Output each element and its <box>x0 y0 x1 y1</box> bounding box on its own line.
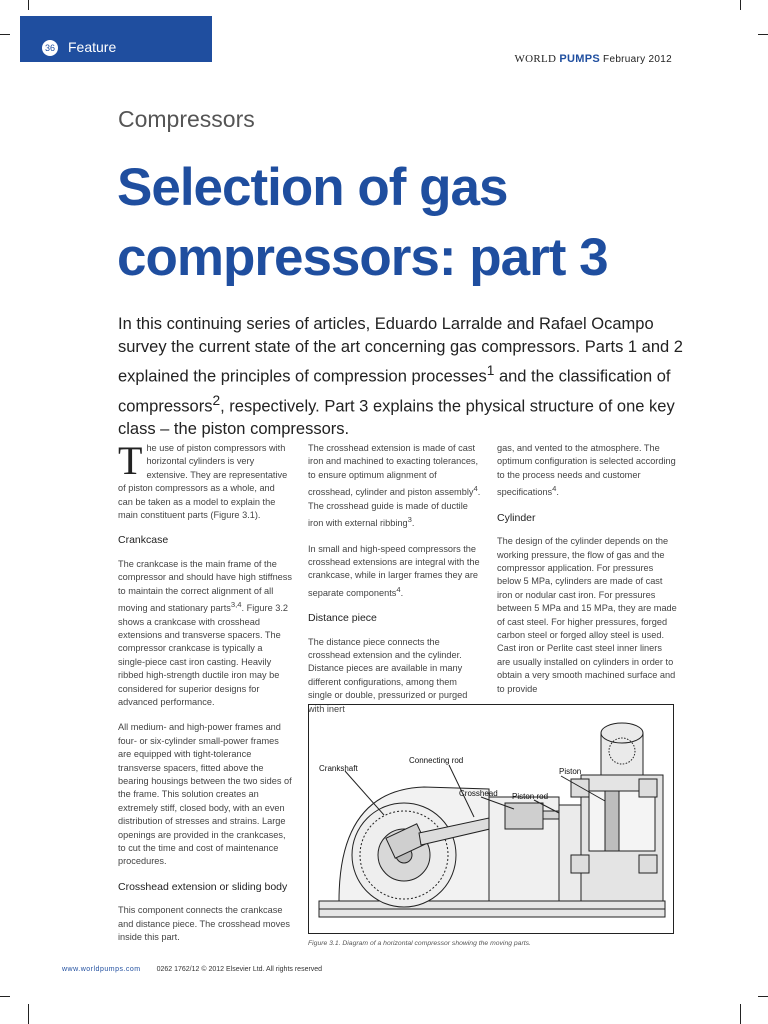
crop-mark <box>28 1004 29 1024</box>
paragraph <box>497 442 677 500</box>
body-column-3 <box>497 442 677 708</box>
subheading-distance-piece: Distance piece <box>308 612 377 625</box>
crop-mark <box>740 1004 741 1024</box>
crop-mark <box>0 34 10 35</box>
label-piston-rod: Piston rod <box>512 792 549 801</box>
issue-date: February 2012 <box>603 54 672 65</box>
crop-mark <box>740 0 741 10</box>
standfirst-text: and the classification of compressors <box>118 367 671 415</box>
paragraph-text: . <box>400 587 404 598</box>
magazine-name: PUMPS <box>559 53 600 65</box>
subheading-crankcase: Crankcase <box>118 534 169 547</box>
magazine-prefix: WORLD <box>514 53 557 65</box>
body-column-1 <box>118 438 292 956</box>
paragraph-text: In small and high-speed compressors the crosshead extensions are integral with the crankcase, while in larger frames they are separate components <box>308 543 480 598</box>
compressor-diagram-drawing <box>309 705 673 933</box>
figure-caption: Figure 3.1. Diagram of a horizontal compressor showing the moving parts. <box>308 940 531 947</box>
paragraph: All medium- and high-power frames and four- or six-cylinder small-power frames are equipped with tight-tolerance transverse spacers, fitted above the bearing housings between the two sides of the frame. This solution creates an extremely stiff, closed body, with an even distribution of stresses and strains. Large openings are provided in the crankcases, to cut the time and cost of maintenance procedures. <box>118 722 292 867</box>
footer-url[interactable]: www.worldpumps.com <box>62 966 141 973</box>
section-tab <box>20 16 212 62</box>
paragraph-text: The crankcase is the main frame of the compressor and should have high stiffness to maintain the correct alignment of all moving and stationary parts <box>118 558 292 614</box>
paragraph-text: he use of piston compressors with horizontal cylinders is very extensive. They are representative of piston compressors as a whole, and can be taken as a model to explain the main constituent parts (Figure 3.1). <box>118 443 288 521</box>
standfirst <box>118 313 693 441</box>
subheading-crosshead: Crosshead extension or sliding body <box>118 880 288 893</box>
running-header <box>514 53 672 65</box>
paragraph: The distance piece connects the crosshead extension and the cylinder. Distance pieces are available in many different configurations, among them single or double, pressurized or purged with inert <box>308 636 468 714</box>
compressor-diagram <box>308 704 674 934</box>
crop-mark <box>0 996 10 997</box>
standfirst-text: In this continuing series of articles, Eduardo Larralde and Rafael Ocampo survey the current state of the art concerning gas compressors. Parts 1 and 2 explained the principles of compression processes <box>118 315 683 386</box>
footer-rights: 0262 1762/12 © 2012 Elsevier Ltd. All rights reserved <box>156 966 323 973</box>
section-label: Feature <box>68 39 117 55</box>
paragraph-text: The crosshead extension is made of cast iron and machined to exacting tolerances, to ensure optimum alignment of crosshead, cylinder and piston assembly <box>308 443 479 498</box>
crop-mark <box>758 996 768 997</box>
paragraph-text: gas, and vented to the atmosphere. The optimum configuration is selected according to the process needs and customer specifications <box>497 443 676 498</box>
label-connecting-rod: Connecting rod <box>409 756 464 765</box>
crop-mark <box>28 0 29 10</box>
intro-paragraph <box>118 438 292 522</box>
footnote-ref: 3 <box>407 515 412 525</box>
drop-cap: T <box>118 438 143 483</box>
paragraph <box>308 543 482 601</box>
page-number: 36 <box>42 40 58 56</box>
paragraph-text: . The crosshead guide is made of ductile iron with external ribbing <box>308 487 481 529</box>
footnote-ref: 3,4 <box>230 600 242 610</box>
body-column-2 <box>308 442 482 728</box>
footnote-ref: 1 <box>486 363 495 378</box>
paragraph-text: . Figure 3.2 shows a crankcase with crosshead extensions and transverse spacers. The compressor crankcase is typically a single-piece cast iron casting. Heavily ribbed high-strength ductile iron may be considered for superior designs for advanced performance. <box>118 603 289 707</box>
category-label: Compressors <box>118 106 255 132</box>
label-crankshaft: Crankshaft <box>319 764 358 773</box>
label-crosshead: Crosshead <box>459 789 498 798</box>
footnote-ref: 4 <box>396 584 401 594</box>
footnote-ref: 4 <box>473 484 478 494</box>
paragraph <box>308 442 482 531</box>
label-piston: Piston <box>559 767 582 776</box>
footer <box>62 966 322 973</box>
crop-mark <box>758 34 768 35</box>
subheading-cylinder: Cylinder <box>497 511 536 524</box>
paragraph-text: . <box>556 487 559 498</box>
paragraph: This component connects the crankcase and distance piece. The crosshead moves inside this part. <box>118 905 290 943</box>
footnote-ref: 4 <box>552 484 557 494</box>
standfirst-text: , respectively. Part 3 explains the physical structure of one key class – the piston compressors. <box>118 397 675 438</box>
footnote-ref: 2 <box>212 392 221 408</box>
paragraph-text: . <box>411 518 415 529</box>
paragraph: The design of the cylinder depends on the working pressure, the flow of gas and the compressor application. For pressures below 5 MPa, cylinders are made of cast iron or nodular cast iron. For pressures between 5 MPa and 15 MPa, they are made of cast steel. For higher pressures, forged carbon steel or forged alloy steel is used. Cast iron or Perlite cast steel inner liners are usually installed on cylinders in order to obtain a very smooth machined surface and to provide <box>497 536 677 694</box>
paragraph <box>118 558 292 710</box>
article-title: Selection of gas compressors: part 3 <box>117 158 608 287</box>
